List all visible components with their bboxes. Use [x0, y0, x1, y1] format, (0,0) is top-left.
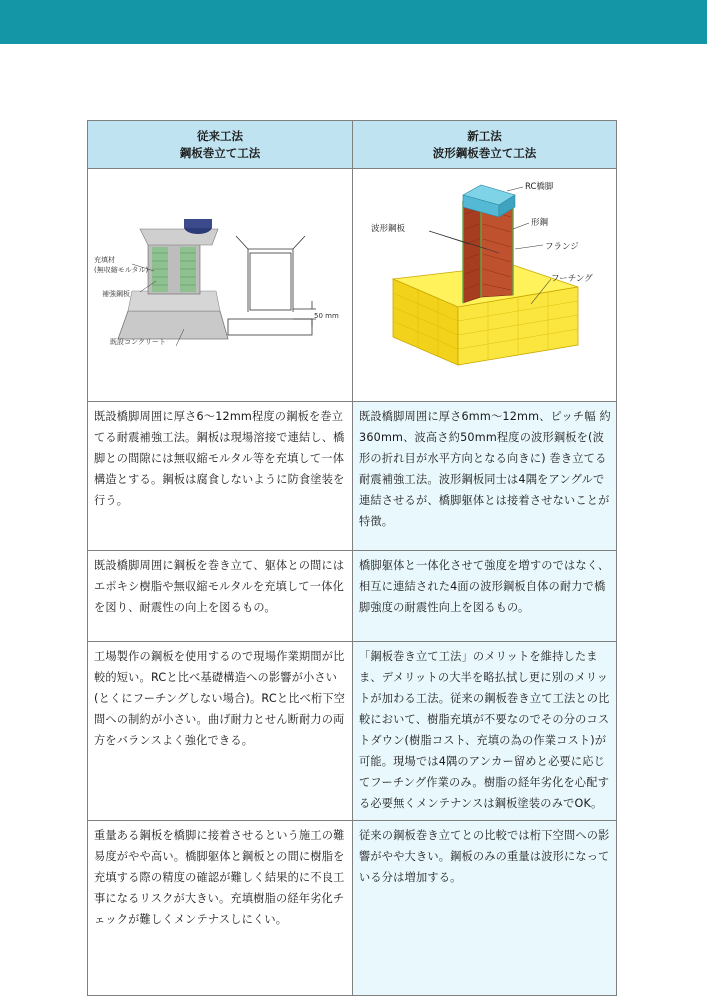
diagram-conventional-cell [88, 169, 353, 402]
cell-new-purpose: 橋脚躯体と一体化させて強度を増すのではなく、相互に連結された4面の波形鋼板自体の耐力で橋脚強度の耐震性向上を図るもの。 [353, 551, 617, 642]
label-footing: フーチング [551, 274, 593, 284]
label-filler-sub: (無収縮モルタル) [94, 266, 149, 274]
header-conventional-method [88, 121, 353, 169]
row-purpose [88, 551, 617, 642]
label-reinforcing-plate: 補強鋼板 [102, 290, 130, 298]
label-flange: フランジ [545, 242, 579, 252]
label-existing-concrete: 既設コンクリート [110, 338, 166, 346]
row-merits [88, 642, 617, 821]
label-filler: 充填材 [94, 256, 115, 264]
header-conventional-line2: 鋼板巻立て工法 [179, 145, 261, 160]
diagram-conventional [88, 169, 351, 397]
diagram-new [353, 169, 615, 397]
cell-new-demerits: 従来の鋼板巻き立てとの比較では桁下空間への影響がやや大きい。鋼板のみの重量は波形になっている分は増加する。 [353, 821, 617, 996]
label-corrugated-plate: 波形鋼板 [371, 224, 406, 234]
cell-new-description: 既設橋脚周囲に厚さ6mm～12mm、ピッチ幅 約360mm、波高さ約50mm程度の波形鋼板を(波形の折れ目が水平方向となる向きに) 巻き立てる耐震補強工法。波形鋼板同士は4隅をアングルで連結させるが、橋脚躯体とは接着させないことが特徴。 [353, 402, 617, 551]
cell-conventional-merits: 工場製作の鋼板を使用するので現場作業期間が比較的短い。RCと比べ基礎構造への影響が小さい(とくにフーチングしない場合)。RCと比べ桁下空間への制約が小さい。曲げ耐力とせん断耐力の両方をバランスよく強化できる。 [88, 642, 353, 821]
cell-conventional-description: 既設橋脚周囲に厚さ6～12mm程度の鋼板を巻立てる耐震補強工法。鋼板は現場溶接で連結し、橋脚との間隙には無収縮モルタル等を充填して一体構造とする。鋼板は腐食しないように防食塗装を行う。 [88, 402, 353, 551]
header-conventional-line1: 従来工法 [197, 128, 243, 143]
cell-conventional-purpose: 既設橋脚周囲に鋼板を巻き立て、躯体との間にはエポキシ樹脂や無収縮モルタルを充填して一体化を図り、耐震性の向上を図るもの。 [88, 551, 353, 642]
header-row [88, 121, 617, 169]
row-description [88, 402, 617, 551]
row-demerits [88, 821, 617, 996]
cell-new-merits: 「鋼板巻き立て工法」のメリットを維持したま ま、デメリットの大半を略払拭し更に別のメリットが加わる工法。従来の鋼板巻き立て工法との比較において、樹脂充填が不要なのでその分のコストダウン(樹脂コスト、充填の為の作業コスト)が可能。現場では4隅のアンカー留めと必要に応じてフーチング作業のみ。樹脂の経年劣化を心配する必要無くメンテナンスは鋼板塗装のみでOK。 [353, 642, 617, 821]
cell-conventional-demerits: 重量ある鋼板を橋脚に接着させるという施工の難易度がやや高い。橋脚躯体と鋼板との間に樹脂を充填する際の精度の確認が難しく結果的に不良工事になるリスクが大きい。充填樹脂の経年劣化チェックが難しくメンテナスしにくい。 [88, 821, 353, 996]
header-new-line2: 波形鋼板巻立て工法 [432, 145, 537, 160]
label-section-steel: 形鋼 [531, 218, 549, 228]
header-new-method [353, 121, 617, 169]
comparison-table [87, 120, 617, 996]
header-new-line1: 新工法 [467, 128, 502, 143]
label-50mm: 50 mm [314, 312, 339, 320]
diagram-row [88, 169, 617, 402]
label-rc-pier: RC橋脚 [525, 182, 554, 192]
top-header-band [0, 0, 707, 44]
diagram-new-cell [353, 169, 617, 402]
